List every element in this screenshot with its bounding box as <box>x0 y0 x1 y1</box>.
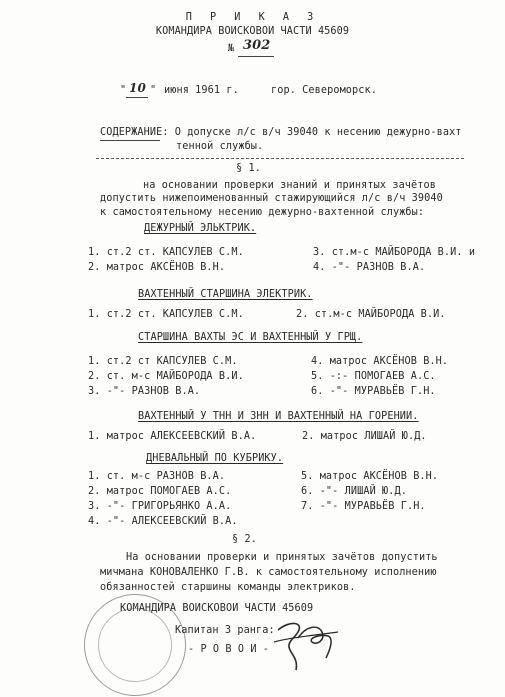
list-item: 1. ст. м-с РАЗНОВ В.А. <box>88 471 226 482</box>
list-item: 2. ст. м-с МАЙБОРОДА В.И. <box>88 371 244 382</box>
handwritten-signature-icon <box>268 612 348 674</box>
date-open-quote: " <box>120 85 127 96</box>
list-item: 4. -"- РАЗНОВ В.А. <box>313 262 426 273</box>
date-close-quote: " <box>150 85 157 96</box>
list-item: 1. ст.2 ст КАПСУЛЕВ С.М. <box>88 356 238 367</box>
list-item: 1. ст.2 ст. КАПСУЛЕВ С.М. <box>88 309 244 320</box>
content-line-1: СОДЕРЖАНИЕ: О допуске л/с в/ч 39040 к несению дежурно-вахт <box>100 127 462 138</box>
content-label-underline <box>100 140 160 141</box>
section-1-para-line-2: допустить нижепоименованный стажирующийся л/с в/ч 39040 <box>100 193 443 204</box>
list-item: 4. -"- АЛЕКСЕЕВСКИЙ В.А. <box>88 516 238 527</box>
list-item: 2. матрос ПОМОГАЕВ А.С. <box>88 486 232 497</box>
order-title: П Р И К А З <box>185 12 320 23</box>
list-item: 5. матрос АКСЁНОВ В.Н. <box>301 471 439 482</box>
section-1-heading: § 1. <box>236 163 261 174</box>
section-2-heading: § 2. <box>232 534 257 545</box>
list-item: 4. матрос АКСЁНОВ В.Н. <box>311 356 449 367</box>
date-day: 10 <box>129 81 146 95</box>
date-day-underline <box>126 97 148 98</box>
section-2-para-line-3: обязанностей старшины команды электриков. <box>100 582 356 593</box>
order-number-underline <box>238 56 274 57</box>
list-item: 1. ст.2 ст. КАПСУЛЕВ С.М. <box>88 247 244 258</box>
list-item: 3. ст.м-с МАЙБОРОДА В.И. и <box>313 247 476 258</box>
list-item: 6. -"- ЛИШАЙ Ю.Д. <box>301 486 407 497</box>
content-separator <box>96 158 464 159</box>
group-title-watch-tnn-znn: ВАХТЕННЫЙ У ТНН И ЗНН И ВАХТЕННЫЙ НА ГОРЕНИИ. <box>138 411 419 422</box>
signature-name: - Р О В О И - <box>188 644 270 655</box>
commander-unit-heading: КОМАНДИРА ВОИСКОВОИ ЧАСТИ 45609 <box>155 26 350 37</box>
list-item: 3. -"- ГРИГОРЬЯНКО А.А. <box>88 501 232 512</box>
group-title-orderly: ДНЕВАЛЬНЫЙ ПО КУБРИКУ. <box>146 453 284 464</box>
official-seal-inner-ring <box>98 608 172 682</box>
group-title-watch-petty-officer: ВАХТЕННЫЙ СТАРШИНА ЭЛЕКТРИК. <box>138 289 313 300</box>
list-item: 2. матрос ЛИШАЙ Ю.Д. <box>302 431 427 442</box>
city: гор. Североморск. <box>271 85 377 96</box>
order-number-prefix: № <box>228 43 235 54</box>
list-item: 5. -:- ПОМОГАЕВ А.С. <box>311 371 436 382</box>
section-1-para-line-1: на основании проверки знаний и принятых зачётов <box>143 180 436 191</box>
signature-unit-line: КОМАНДИРА ВОИСКОВОИ ЧАСТИ 45609 <box>120 603 314 614</box>
section-2-para-line-1: На основании проверки и принятых зачётов допустить <box>126 552 438 563</box>
order-number: 302 <box>243 38 271 53</box>
section-2-para-line-2: мичмана КОНОВАЛЕНКО Г.В. к самостоятельному исполнению <box>100 567 437 578</box>
list-item: 2. матрос АКСЁНОВ В.Н. <box>88 262 226 273</box>
list-item: 2. ст.м-с МАЙБОРОДА В.И. <box>296 309 446 320</box>
date-month-year: июня 1961 г. <box>164 85 239 96</box>
signature-rank: Капитан 3 ранга: <box>175 625 275 636</box>
section-1-para-line-3: к самостоятельному несению дежурно-вахтенной службы: <box>100 207 425 218</box>
group-title-duty-electrician: ДЕЖУРНЫЙ ЭЛЬКТРИК. <box>144 223 257 234</box>
list-item: 7. -"- МУРАВЬЁВ Г.Н. <box>301 501 426 512</box>
content-line-2: тенной службы. <box>176 141 264 152</box>
list-item: 3. -"- РАЗНОВ В.А. <box>88 386 201 397</box>
group-title-watch-officer-grsh: СТАРШИНА ВАХТЫ ЭС И ВАХТЕННЫЙ У ГРЩ. <box>138 332 363 343</box>
list-item: 1. матрос АЛЕКСЕЕВСКИЙ В.А. <box>88 431 257 442</box>
list-item: 6. -"- МУРАВЬЁВ Г.Н. <box>311 386 436 397</box>
